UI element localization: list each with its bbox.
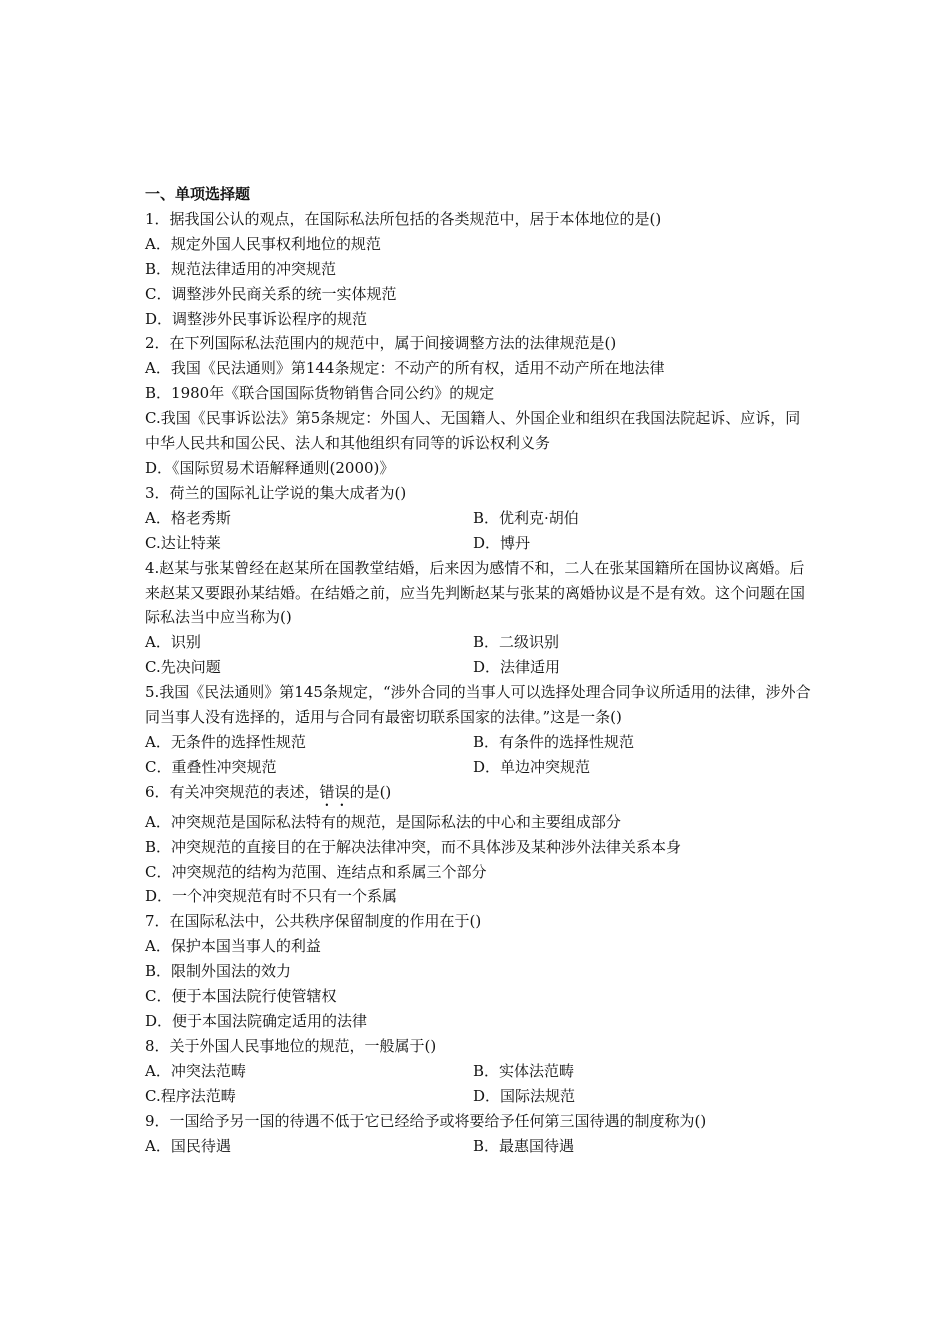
question-6-option-d: D．一个冲突规范有时不只有一个系属 — [145, 887, 398, 906]
question-6-stem-suffix: 的是() — [349, 782, 392, 801]
question-8-options-row-2 — [145, 1084, 815, 1109]
question-4-options-row-1 — [145, 630, 815, 655]
question-8-option-b: B．实体法范畴 — [473, 1061, 575, 1080]
question-7-option-c: C．便于本国法院行使管辖权 — [145, 987, 337, 1006]
question-7-option-a: A．保护本国当事人的利益 — [145, 937, 321, 956]
question-list — [145, 182, 815, 1158]
question-4-stem: 4.赵某与张某曾经在赵某所在国教堂结婚，后来因为感情不和，二人在张某国籍所在国协议离婚。后来赵某又要跟孙某结婚。在结婚之前，应当先判断赵某与张某的离婚协议是不是有效。这个问题在国际私法当中应当称为() — [145, 558, 806, 627]
question-9-option-b: B．最惠国待遇 — [473, 1136, 575, 1155]
question-3-options-row-2 — [145, 531, 815, 556]
question-9-option-a: A．国民待遇 — [145, 1136, 231, 1155]
question-6-stem — [145, 780, 815, 810]
question-6-stem-emphasis: 错误 — [319, 782, 350, 801]
question-4-option-a: A．识别 — [145, 633, 201, 652]
question-8-option-d: D．国际法规范 — [473, 1086, 576, 1105]
question-4-option-b: B．二级识别 — [473, 633, 560, 652]
question-1-stem: 1．据我国公认的观点，在国际私法所包括的各类规范中，居于本体地位的是() — [145, 209, 662, 228]
question-8-options-row-1 — [145, 1059, 815, 1084]
question-4-option-d: D．法律适用 — [473, 658, 561, 677]
question-5-option-c: C．重叠性冲突规范 — [145, 757, 277, 776]
question-2-option-d: D．《国际贸易术语解释通则(2000)》 — [145, 458, 395, 477]
question-5-options-row-2 — [145, 755, 815, 780]
question-7-option-b: B．限制外国法的效力 — [145, 962, 292, 981]
question-3-option-a: A．格老秀斯 — [145, 508, 231, 527]
question-2-option-a: A．我国《民法通则》第144条规定：不动产的所有权，适用不动产所在地法律 — [145, 359, 665, 378]
question-5-option-d: D．单边冲突规范 — [473, 757, 591, 776]
question-5-options-row-1 — [145, 730, 815, 755]
question-9-options-row-1 — [145, 1134, 815, 1159]
question-8-option-c: C.程序法范畴 — [145, 1086, 236, 1105]
question-2-option-b: B．1980年《联合国国际货物销售合同公约》的规定 — [145, 384, 495, 403]
question-1-option-d: D．调整涉外民事诉讼程序的规范 — [145, 309, 368, 328]
question-3-option-c: C.达让特莱 — [145, 533, 221, 552]
question-6-option-b: B．冲突规范的直接目的在于解决法律冲突，而不具体涉及某种涉外法律关系本身 — [145, 837, 682, 856]
question-7-option-d: D．便于本国法院确定适用的法律 — [145, 1012, 368, 1030]
question-5-option-a: A．无条件的选择性规范 — [145, 732, 306, 751]
question-4-options-row-2 — [145, 655, 815, 680]
question-2-option-c: C.我国《民事诉讼法》第5条规定：外国人、无国籍人、外国企业和组织在我国法院起诉、应诉，同中华人民共和国公民、法人和其他组织有同等的诉讼权利义务 — [145, 409, 801, 453]
question-9-stem: 9．一国给予另一国的待遇不低于它已经给予或将要给予任何第三国待遇的制度称为() — [145, 1111, 707, 1130]
question-5-stem: 5.我国《民法通则》第145条规定，“涉外合同的当事人可以选择处理合同争议所适用的法律，涉外合同当事人没有选择的，适用与合同有最密切联系国家的法律。”这是一条() — [145, 683, 811, 727]
question-1-option-c: C．调整涉外民商关系的统一实体规范 — [145, 284, 397, 303]
section-title: 一、单项选择题 — [145, 185, 251, 203]
question-3-option-d: D．博丹 — [473, 533, 531, 552]
question-3-option-b: B．优利克·胡伯 — [473, 508, 579, 527]
question-6-option-c: C．冲突规范的结构为范围、连结点和系属三个部分 — [145, 862, 487, 881]
question-5-option-b: B．有条件的选择性规范 — [473, 732, 635, 751]
question-3-stem: 3．荷兰的国际礼让学说的集大成者为() — [145, 483, 407, 502]
question-6-option-a: A．冲突规范是国际私法特有的规范，是国际私法的中心和主要组成部分 — [145, 812, 621, 831]
question-8-option-a: A．冲突法范畴 — [145, 1061, 246, 1080]
question-2-stem: 2．在下列国际私法范围内的规范中，属于间接调整方法的法律规范是() — [145, 334, 617, 353]
question-6-stem-prefix: 6．有关冲突规范的表述， — [145, 782, 320, 801]
question-8-stem: 8．关于外国人民事地位的规范，一般属于() — [145, 1036, 437, 1055]
question-4-option-c: C.先决问题 — [145, 658, 221, 677]
question-1-option-b: B．规范法律适用的冲突规范 — [145, 259, 337, 278]
question-3-options-row-1 — [145, 506, 815, 531]
question-1-option-a: A．规定外国人民事权利地位的规范 — [145, 234, 381, 253]
question-7-stem: 7．在国际私法中，公共秩序保留制度的作用在于() — [145, 912, 482, 931]
